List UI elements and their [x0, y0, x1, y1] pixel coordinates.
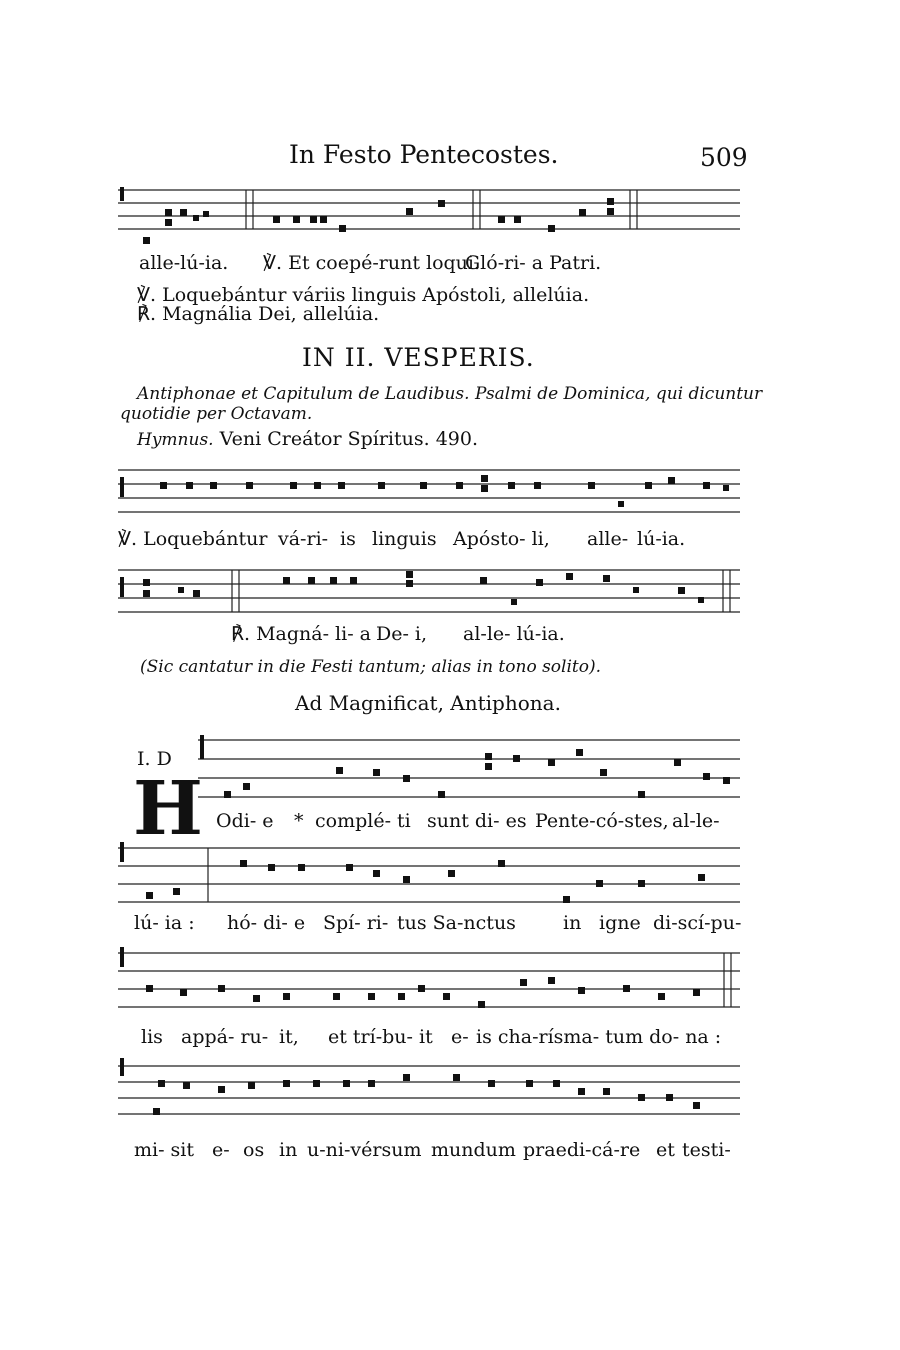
lyric-lu-ia: lú- ia :: [134, 912, 195, 934]
lyric-magnalia: ℟. Magná- li- a: [231, 623, 371, 645]
lyric-sunt-dies: sunt di- es: [427, 810, 527, 832]
lyric-compleeti: complé- ti: [315, 810, 411, 832]
lyric-spiritus: Spí- ri-: [323, 912, 389, 934]
initial-letter: H: [133, 766, 203, 852]
lyric-pentecostes: Pente-có-stes,: [535, 810, 669, 832]
lyric-discipu: di-scí-pu-: [653, 912, 742, 934]
lyric-linguis: linguis: [372, 528, 437, 550]
lyric-in: in: [563, 912, 582, 934]
lyric-tus-sanctus: tus Sa-nctus: [397, 912, 516, 934]
lyric-e: e-: [451, 1026, 469, 1048]
lyric-mundum: mundum: [431, 1139, 516, 1161]
lyric-is: is: [340, 528, 356, 550]
lyric-misit: mi- sit: [134, 1139, 195, 1161]
rubric-sic: (Sic cantatur in die Festi tantum; alias in tono solito).: [140, 657, 602, 677]
page-title: In Festo Pentecostes.: [289, 140, 559, 169]
lyric-alleluia-2: al-le- lú-ia.: [463, 623, 565, 645]
lyric-odie: Odi- e: [216, 810, 274, 832]
section-title: IN II. VESPERIS.: [302, 343, 535, 372]
lyric-loquebantur: ℣. Loquebántur: [118, 528, 268, 550]
hymn-label: Hymnus.: [137, 430, 214, 450]
response-text: ℟. Magnália Dei, allelúia.: [137, 303, 380, 325]
lyric-e-2: e-: [212, 1139, 230, 1161]
lyric-et: et: [656, 1139, 675, 1161]
lyric-charismatum-dona: is cha-rísma- tum do- na :: [476, 1026, 722, 1048]
lyric-alle: alle-: [587, 528, 629, 550]
music-staff-6: [118, 945, 740, 1010]
music-staff-7: [118, 1058, 740, 1128]
lyric-versicle: ℣. Et coepé-runt loqui.: [263, 252, 481, 274]
rubric-line-2: quotidie per Octavam.: [120, 404, 313, 424]
lyric-hodie: hó- di- e: [227, 912, 306, 934]
lyric-vari: vá-ri-: [278, 528, 329, 550]
mode-label: I. D: [137, 748, 172, 770]
music-staff-1: [118, 185, 740, 245]
hymn-text: Veni Creátor Spíritus. 490.: [219, 428, 479, 450]
lyric-it: it,: [279, 1026, 299, 1048]
lyric-in-2: in: [279, 1139, 298, 1161]
lyric-gloria: Gló-ri- a Patri.: [465, 252, 602, 274]
lyric-alle-2: al-le-: [672, 810, 720, 832]
music-staff-4: [198, 735, 740, 805]
lyric-praedicare: praedi-cá-re: [523, 1139, 641, 1161]
lyric-apparu: appá- ru-: [181, 1026, 269, 1048]
music-staff-5: [118, 840, 740, 905]
lyric-luia: lú-ia.: [637, 528, 686, 550]
lyric-universum: u-ni-vérsum: [307, 1139, 422, 1161]
rubric-line-1: Antiphonae et Capitulum de Laudibus. Psalmi de Dominica, qui dicuntur: [137, 384, 763, 404]
page-number: 509: [700, 143, 748, 172]
versicle-text: ℣. Loquebántur váriis linguis Apóstoli, allelúia.: [137, 284, 590, 306]
music-staff-3: [118, 565, 740, 625]
lyric-testi: testi-: [682, 1139, 731, 1161]
lyric-aposto-li: Apósto- li,: [453, 528, 550, 550]
lyric-dei: De- i,: [376, 623, 428, 645]
lyric-et-tribuit: et trí-bu- it: [328, 1026, 433, 1048]
lyric-igne: igne: [599, 912, 641, 934]
antiphon-heading: Ad Magnificat, Antiphona.: [295, 691, 561, 715]
lyric-lis: lis: [141, 1026, 163, 1048]
lyric-asterisk: *: [294, 810, 304, 832]
lyric-os: os: [243, 1139, 265, 1161]
music-staff-2: [118, 465, 740, 520]
lyric-alleluia: alle-lú-ia.: [139, 252, 229, 274]
